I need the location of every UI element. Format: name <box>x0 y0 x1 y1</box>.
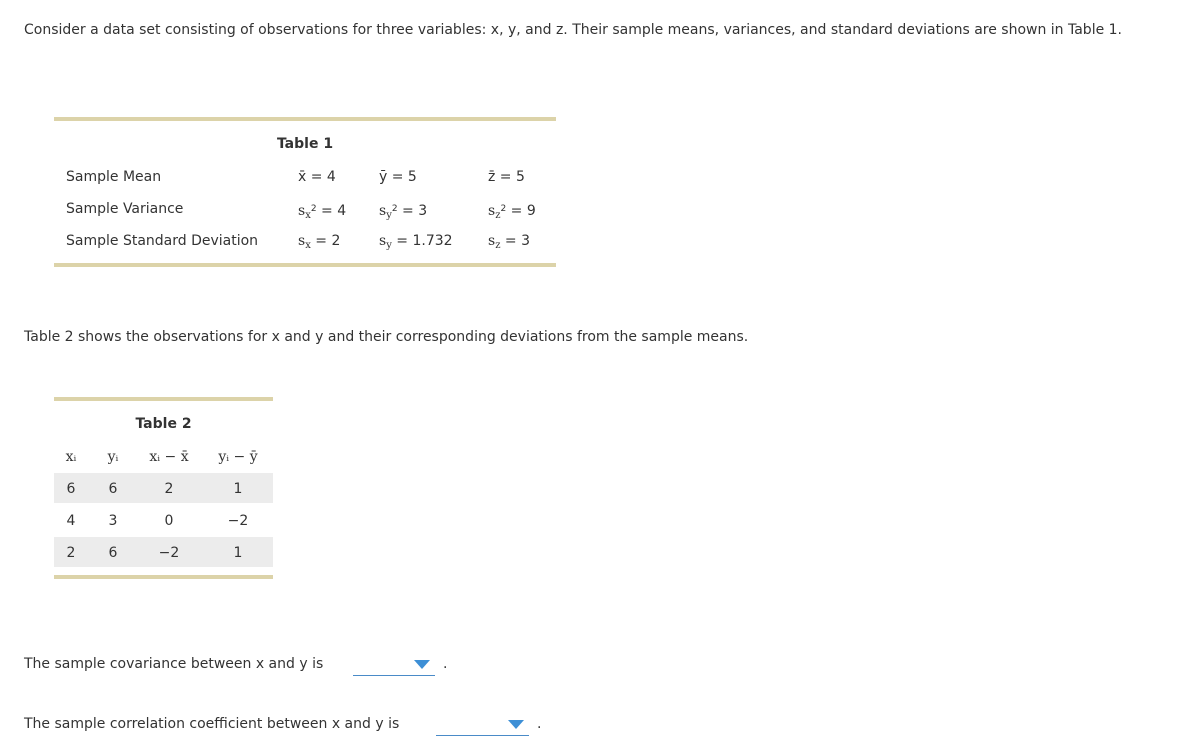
subscript-x: x <box>305 240 311 251</box>
cell-x-deviation: 0 <box>164 513 174 529</box>
cell-y-deviation: 1 <box>233 481 243 497</box>
sd-x-value: = 2 <box>315 233 341 249</box>
superscript-2: 2 <box>500 204 507 214</box>
cell-xi: 6 <box>66 481 76 497</box>
table-2-top-rule <box>54 397 273 401</box>
cell-y-deviation: −2 <box>227 513 249 529</box>
cell-yi: 6 <box>108 545 118 561</box>
table-1-title: Table 1 <box>276 136 334 152</box>
cell-xi: 2 <box>66 545 76 561</box>
subscript-y: y <box>386 240 392 251</box>
cell-x-deviation: 2 <box>164 481 174 497</box>
subscript-z: z <box>495 210 501 221</box>
table-2-title: Table 2 <box>135 416 192 432</box>
variance-z <box>488 200 536 225</box>
row-label-sample-variance: Sample Variance <box>66 201 184 217</box>
variance-x <box>298 200 346 225</box>
cell-yi: 6 <box>108 481 118 497</box>
covariance-dropdown[interactable] <box>353 655 435 676</box>
sd-z-value: = 3 <box>504 233 531 249</box>
table-2-bottom-rule <box>54 575 273 579</box>
correlation-period: . <box>537 716 542 732</box>
correlation-dropdown[interactable] <box>436 715 529 736</box>
covariance-question: The sample covariance between x and y is <box>24 656 324 672</box>
symbol-s: s <box>298 233 306 249</box>
subscript-z: z <box>495 240 501 251</box>
chevron-down-icon <box>508 720 524 729</box>
subscript-x: x <box>305 210 311 221</box>
symbol-s: s <box>488 233 496 249</box>
cell-yi: 3 <box>108 513 118 529</box>
covariance-period: . <box>443 656 448 672</box>
mean-z: z̄ = 5 <box>488 169 525 185</box>
symbol-s: s <box>298 203 306 219</box>
header-yi: yᵢ <box>107 449 119 465</box>
sd-y <box>379 232 453 255</box>
superscript-2: 2 <box>391 204 398 214</box>
cell-xi: 4 <box>66 513 76 529</box>
header-xi: xᵢ <box>65 449 77 465</box>
superscript-2: 2 <box>310 204 317 214</box>
cell-x-deviation: −2 <box>158 545 180 561</box>
variance-x-value: = 4 <box>321 203 347 219</box>
subscript-y: y <box>386 210 392 221</box>
variance-y-value: = 3 <box>402 203 428 219</box>
header-x-deviation: xᵢ − x̄ <box>149 449 189 465</box>
cell-y-deviation: 1 <box>233 545 243 561</box>
row-label-sample-sd: Sample Standard Deviation <box>66 233 259 249</box>
symbol-s: s <box>379 203 387 219</box>
table-2-intro: Table 2 shows the observations for x and y and their corresponding deviations from the sample means. <box>24 329 749 345</box>
header-y-deviation: yᵢ − ȳ <box>218 449 258 465</box>
table-1-top-rule <box>54 117 556 121</box>
variance-z-value: = 9 <box>510 203 536 219</box>
sd-y-value: = 1.732 <box>396 233 453 249</box>
symbol-s: s <box>379 233 387 249</box>
symbol-s: s <box>488 203 496 219</box>
chevron-down-icon <box>414 660 430 669</box>
sd-x <box>298 232 340 255</box>
variance-y <box>379 200 427 225</box>
mean-x: x̄ = 4 <box>298 169 336 185</box>
sd-z <box>488 232 530 255</box>
mean-y: ȳ = 5 <box>379 169 417 185</box>
correlation-question: The sample correlation coefficient between x and y is <box>24 716 400 732</box>
row-label-sample-mean: Sample Mean <box>66 169 162 185</box>
intro-paragraph: Consider a data set consisting of observations for three variables: x, y, and z. Their sample means, variances, and standard deviations are shown in Table 1. <box>24 22 1123 38</box>
table-1-bottom-rule <box>54 263 556 267</box>
